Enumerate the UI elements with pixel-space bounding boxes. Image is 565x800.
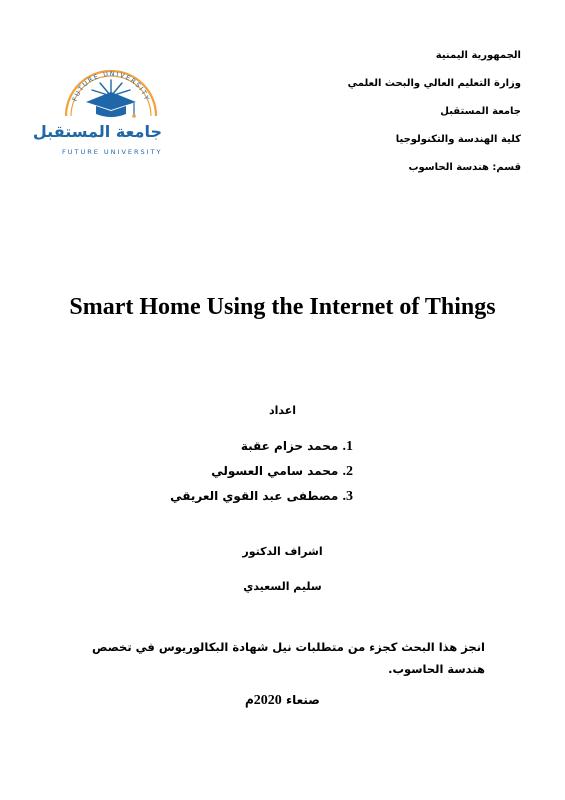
author-name: محمد سامي العسولي bbox=[211, 464, 339, 478]
document-title: Smart Home Using the Internet of Things bbox=[69, 294, 496, 320]
author-item bbox=[170, 434, 353, 459]
header-university: جامعة المستقبل bbox=[440, 106, 521, 117]
institution-header bbox=[291, 42, 521, 182]
date-line bbox=[0, 692, 565, 709]
supervisor-name: سليم السعيدي bbox=[243, 580, 322, 593]
author-item bbox=[170, 484, 353, 509]
author-number: 3. bbox=[342, 489, 353, 504]
graduation-cap-icon bbox=[58, 66, 164, 126]
header-department: قسم: هندسة الحاسوب bbox=[408, 162, 521, 173]
supervision-label: اشراف الدكتور bbox=[242, 545, 323, 558]
prepared-by-label: اعداد bbox=[268, 404, 297, 417]
header-country: الجمهورية اليمنية bbox=[435, 50, 521, 61]
author-item bbox=[170, 459, 353, 484]
degree-statement: انجز هذا البحث كجزء من متطلبات نيل شهادة البكالوريوس في تخصص هندسة الحاسوب. bbox=[92, 640, 485, 676]
date-year: 2020م bbox=[245, 693, 282, 708]
author-name: محمد حزام عقبة bbox=[240, 439, 339, 453]
header-ministry: وزارة التعليم العالي والبحث العلمي bbox=[347, 78, 521, 89]
author-number: 2. bbox=[342, 464, 353, 479]
logo-arc-text: FUTURE UNIVERSITY bbox=[70, 69, 152, 103]
author-number: 1. bbox=[342, 439, 353, 454]
logo-english-name: FUTURE UNIVERSITY bbox=[62, 148, 163, 156]
university-logo bbox=[32, 66, 164, 162]
header-college: كلية الهندسة والتكنولوجيا bbox=[395, 134, 521, 145]
author-list bbox=[170, 434, 353, 509]
author-name: مصطفى عبد القوي العريقي bbox=[170, 489, 339, 503]
logo-arabic-name: جامعة المستقبل bbox=[32, 122, 162, 141]
date-city: صنعاء bbox=[285, 693, 320, 707]
